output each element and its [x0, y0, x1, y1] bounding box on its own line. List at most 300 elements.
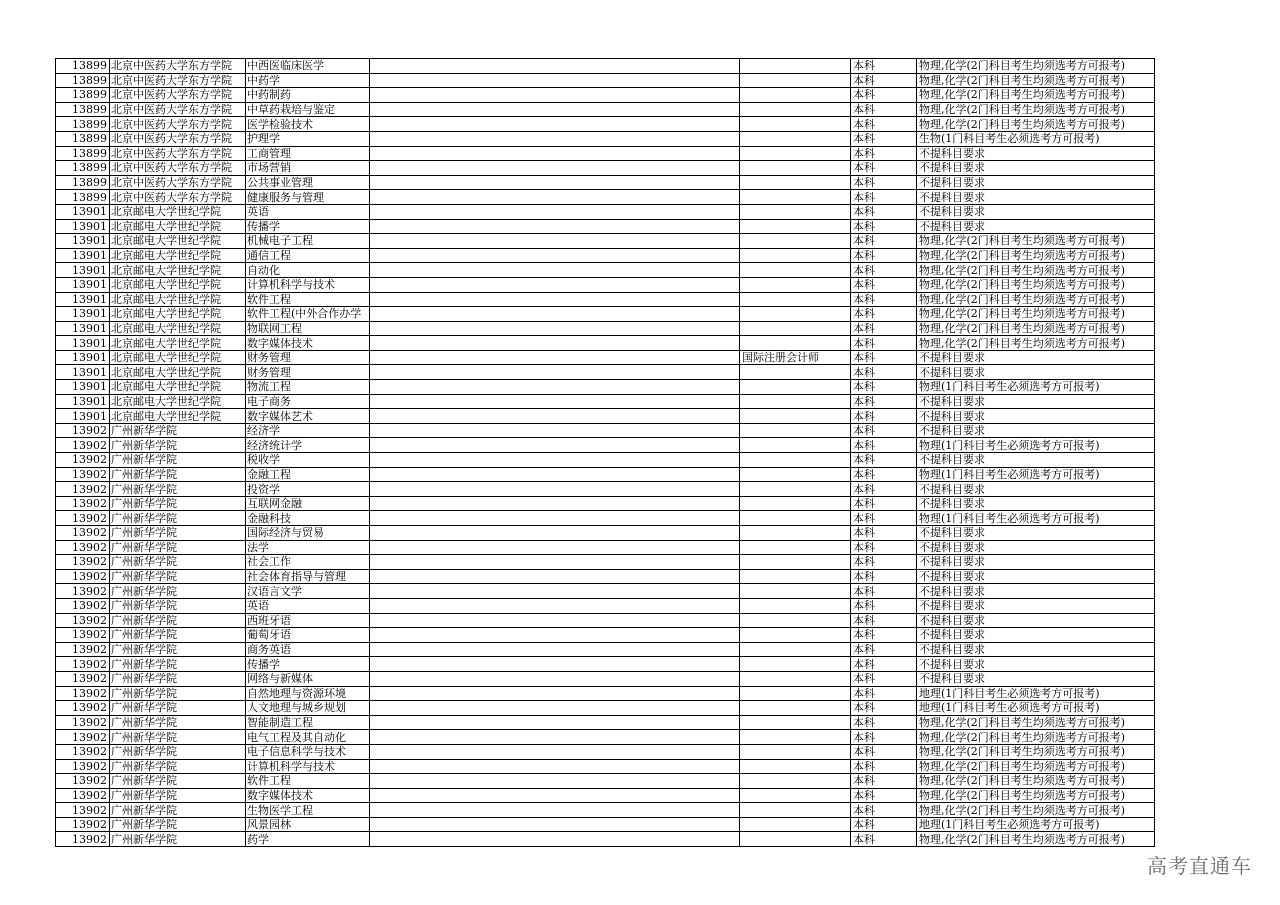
subject-requirement-cell: 物理,化学(2门科目考生均须选考方可报考) — [917, 803, 1155, 818]
level-cell: 本科 — [851, 190, 917, 205]
school-code-cell: 13899 — [56, 88, 110, 103]
subject-requirement-cell: 地理(1门科目考生必须选考方可报考) — [917, 701, 1155, 716]
school-code-cell: 13901 — [56, 409, 110, 424]
subject-requirement-cell: 生物(1门科目考生必须选考方可报考) — [917, 131, 1155, 146]
table-row — [56, 131, 1155, 146]
blank-cell — [370, 307, 740, 322]
blank-cell — [370, 453, 740, 468]
school-code-cell: 13902 — [56, 657, 110, 672]
table-row — [56, 613, 1155, 628]
blank-cell — [370, 715, 740, 730]
table-row — [56, 88, 1155, 103]
blank-cell — [370, 817, 740, 832]
blank-cell — [370, 423, 740, 438]
blank-cell — [370, 584, 740, 599]
blank-cell — [370, 175, 740, 190]
school-code-cell: 13902 — [56, 642, 110, 657]
subject-requirement-cell: 地理(1门科目考生必须选考方可报考) — [917, 817, 1155, 832]
level-cell: 本科 — [851, 292, 917, 307]
subject-requirement-cell: 物理(1门科目考生必须选考方可报考) — [917, 467, 1155, 482]
major-name-cell: 护理学 — [246, 131, 370, 146]
blank-cell — [370, 73, 740, 88]
table-row — [56, 628, 1155, 643]
school-code-cell: 13901 — [56, 277, 110, 292]
subject-requirement-cell: 物理(1门科目考生必须选考方可报考) — [917, 380, 1155, 395]
school-name-cell: 广州新华学院 — [110, 628, 246, 643]
school-code-cell: 13902 — [56, 526, 110, 541]
note-cell: 国际注册会计师 — [740, 350, 851, 365]
table-row — [56, 730, 1155, 745]
school-code-cell: 13902 — [56, 803, 110, 818]
blank-cell — [370, 555, 740, 570]
school-code-cell: 13902 — [56, 511, 110, 526]
blank-cell — [370, 204, 740, 219]
note-cell — [740, 73, 851, 88]
note-cell — [740, 131, 851, 146]
major-name-cell: 商务英语 — [246, 642, 370, 657]
school-code-cell: 13902 — [56, 759, 110, 774]
subject-requirement-cell: 物理,化学(2门科目考生均须选考方可报考) — [917, 88, 1155, 103]
blank-cell — [370, 511, 740, 526]
blank-cell — [370, 438, 740, 453]
school-code-cell: 13899 — [56, 175, 110, 190]
subject-requirement-cell: 物理,化学(2门科目考生均须选考方可报考) — [917, 788, 1155, 803]
level-cell: 本科 — [851, 671, 917, 686]
school-name-cell: 广州新华学院 — [110, 730, 246, 745]
blank-cell — [370, 598, 740, 613]
major-name-cell: 自然地理与资源环境 — [246, 686, 370, 701]
school-name-cell: 北京邮电大学世纪学院 — [110, 380, 246, 395]
table-row — [56, 774, 1155, 789]
subject-requirement-cell: 不提科目要求 — [917, 161, 1155, 176]
level-cell: 本科 — [851, 248, 917, 263]
table-row — [56, 380, 1155, 395]
school-name-cell: 广州新华学院 — [110, 569, 246, 584]
major-name-cell: 西班牙语 — [246, 613, 370, 628]
note-cell — [740, 365, 851, 380]
level-cell: 本科 — [851, 774, 917, 789]
school-code-cell: 13902 — [56, 671, 110, 686]
table-row — [56, 365, 1155, 380]
major-name-cell: 互联网金融 — [246, 496, 370, 511]
school-code-cell: 13899 — [56, 190, 110, 205]
major-name-cell: 网络与新媒体 — [246, 671, 370, 686]
school-code-cell: 13902 — [56, 584, 110, 599]
school-name-cell: 广州新华学院 — [110, 540, 246, 555]
blank-cell — [370, 642, 740, 657]
school-code-cell: 13901 — [56, 234, 110, 249]
note-cell — [740, 511, 851, 526]
note-cell — [740, 555, 851, 570]
school-name-cell: 广州新华学院 — [110, 438, 246, 453]
major-name-cell: 金融科技 — [246, 511, 370, 526]
level-cell: 本科 — [851, 59, 917, 74]
blank-cell — [370, 686, 740, 701]
school-name-cell: 北京中医药大学东方学院 — [110, 102, 246, 117]
note-cell — [740, 423, 851, 438]
subject-requirement-cell: 物理,化学(2门科目考生均须选考方可报考) — [917, 307, 1155, 322]
level-cell: 本科 — [851, 234, 917, 249]
note-cell — [740, 496, 851, 511]
blank-cell — [370, 701, 740, 716]
subject-requirement-cell: 不提科目要求 — [917, 496, 1155, 511]
major-name-cell: 医学检验技术 — [246, 117, 370, 132]
note-cell — [740, 146, 851, 161]
school-code-cell: 13902 — [56, 555, 110, 570]
school-name-cell: 广州新华学院 — [110, 482, 246, 497]
subject-requirement-cell: 物理,化学(2门科目考生均须选考方可报考) — [917, 759, 1155, 774]
level-cell: 本科 — [851, 263, 917, 278]
blank-cell — [370, 394, 740, 409]
major-name-cell: 工商管理 — [246, 146, 370, 161]
table-row — [56, 496, 1155, 511]
level-cell: 本科 — [851, 161, 917, 176]
note-cell — [740, 671, 851, 686]
major-name-cell: 金融工程 — [246, 467, 370, 482]
blank-cell — [370, 263, 740, 278]
table-row — [56, 219, 1155, 234]
level-cell: 本科 — [851, 526, 917, 541]
blank-cell — [370, 277, 740, 292]
school-code-cell: 13899 — [56, 146, 110, 161]
note-cell — [740, 59, 851, 74]
note-cell — [740, 744, 851, 759]
note-cell — [740, 263, 851, 278]
blank-cell — [370, 788, 740, 803]
major-name-cell: 计算机科学与技术 — [246, 759, 370, 774]
table-row — [56, 555, 1155, 570]
blank-cell — [370, 219, 740, 234]
subject-requirement-cell: 物理,化学(2门科目考生均须选考方可报考) — [917, 774, 1155, 789]
note-cell — [740, 540, 851, 555]
subject-requirement-cell: 物理,化学(2门科目考生均须选考方可报考) — [917, 277, 1155, 292]
table-row — [56, 482, 1155, 497]
school-name-cell: 广州新华学院 — [110, 832, 246, 847]
subject-requirement-cell: 不提科目要求 — [917, 365, 1155, 380]
major-name-cell: 中西医临床医学 — [246, 59, 370, 74]
school-name-cell: 北京中医药大学东方学院 — [110, 131, 246, 146]
school-code-cell: 13902 — [56, 598, 110, 613]
table-row — [56, 423, 1155, 438]
school-name-cell: 广州新华学院 — [110, 715, 246, 730]
note-cell — [740, 394, 851, 409]
table-row — [56, 161, 1155, 176]
major-name-cell: 中药学 — [246, 73, 370, 88]
blank-cell — [370, 482, 740, 497]
subject-requirement-cell: 不提科目要求 — [917, 146, 1155, 161]
level-cell: 本科 — [851, 569, 917, 584]
note-cell — [740, 832, 851, 847]
table-row — [56, 204, 1155, 219]
level-cell: 本科 — [851, 759, 917, 774]
level-cell: 本科 — [851, 613, 917, 628]
table-row — [56, 701, 1155, 716]
note-cell — [740, 453, 851, 468]
level-cell: 本科 — [851, 277, 917, 292]
school-code-cell: 13899 — [56, 73, 110, 88]
table-row — [56, 467, 1155, 482]
school-name-cell: 北京中医药大学东方学院 — [110, 117, 246, 132]
level-cell: 本科 — [851, 307, 917, 322]
subject-requirement-cell: 物理,化学(2门科目考生均须选考方可报考) — [917, 248, 1155, 263]
level-cell: 本科 — [851, 598, 917, 613]
blank-cell — [370, 350, 740, 365]
table-row — [56, 234, 1155, 249]
level-cell: 本科 — [851, 321, 917, 336]
school-code-cell: 13901 — [56, 204, 110, 219]
school-code-cell: 13901 — [56, 321, 110, 336]
note-cell — [740, 788, 851, 803]
table-row — [56, 307, 1155, 322]
major-name-cell: 人文地理与城乡规划 — [246, 701, 370, 716]
note-cell — [740, 307, 851, 322]
blank-cell — [370, 380, 740, 395]
blank-cell — [370, 803, 740, 818]
school-code-cell: 13901 — [56, 263, 110, 278]
table-row — [56, 102, 1155, 117]
note-cell — [740, 569, 851, 584]
school-code-cell: 13902 — [56, 788, 110, 803]
subject-requirement-cell: 不提科目要求 — [917, 204, 1155, 219]
school-code-cell: 13899 — [56, 131, 110, 146]
school-name-cell: 广州新华学院 — [110, 759, 246, 774]
blank-cell — [370, 336, 740, 351]
school-code-cell: 13899 — [56, 59, 110, 74]
level-cell: 本科 — [851, 380, 917, 395]
subject-requirement-cell: 不提科目要求 — [917, 394, 1155, 409]
school-code-cell: 13901 — [56, 394, 110, 409]
subject-requirement-cell: 物理,化学(2门科目考生均须选考方可报考) — [917, 832, 1155, 847]
subject-requirement-cell: 物理,化学(2门科目考生均须选考方可报考) — [917, 730, 1155, 745]
level-cell: 本科 — [851, 88, 917, 103]
table-row — [56, 117, 1155, 132]
school-name-cell: 北京邮电大学世纪学院 — [110, 292, 246, 307]
note-cell — [740, 613, 851, 628]
level-cell: 本科 — [851, 146, 917, 161]
subject-requirement-cell: 物理,化学(2门科目考生均须选考方可报考) — [917, 321, 1155, 336]
school-code-cell: 13901 — [56, 248, 110, 263]
school-name-cell: 广州新华学院 — [110, 642, 246, 657]
school-code-cell: 13899 — [56, 102, 110, 117]
level-cell: 本科 — [851, 409, 917, 424]
table-row — [56, 292, 1155, 307]
blank-cell — [370, 365, 740, 380]
note-cell — [740, 292, 851, 307]
blank-cell — [370, 117, 740, 132]
table-row — [56, 715, 1155, 730]
blank-cell — [370, 59, 740, 74]
level-cell: 本科 — [851, 715, 917, 730]
level-cell: 本科 — [851, 117, 917, 132]
table-row — [56, 803, 1155, 818]
level-cell: 本科 — [851, 336, 917, 351]
blank-cell — [370, 102, 740, 117]
table-row — [56, 598, 1155, 613]
table-row — [56, 569, 1155, 584]
subject-requirement-cell: 不提科目要求 — [917, 657, 1155, 672]
table-row — [56, 657, 1155, 672]
major-name-cell: 软件工程(中外合作办学 — [246, 307, 370, 322]
school-name-cell: 广州新华学院 — [110, 788, 246, 803]
level-cell: 本科 — [851, 788, 917, 803]
blank-cell — [370, 540, 740, 555]
major-name-cell: 生物医学工程 — [246, 803, 370, 818]
school-name-cell: 广州新华学院 — [110, 598, 246, 613]
school-name-cell: 广州新华学院 — [110, 496, 246, 511]
note-cell — [740, 803, 851, 818]
note-cell — [740, 117, 851, 132]
blank-cell — [370, 569, 740, 584]
major-name-cell: 社会工作 — [246, 555, 370, 570]
level-cell: 本科 — [851, 686, 917, 701]
school-name-cell: 北京邮电大学世纪学院 — [110, 336, 246, 351]
subject-requirement-cell: 不提科目要求 — [917, 613, 1155, 628]
subject-requirement-cell: 不提科目要求 — [917, 526, 1155, 541]
level-cell: 本科 — [851, 730, 917, 745]
note-cell — [740, 759, 851, 774]
note-cell — [740, 321, 851, 336]
level-cell: 本科 — [851, 496, 917, 511]
level-cell: 本科 — [851, 204, 917, 219]
school-name-cell: 广州新华学院 — [110, 511, 246, 526]
school-name-cell: 北京中医药大学东方学院 — [110, 190, 246, 205]
school-name-cell: 北京中医药大学东方学院 — [110, 73, 246, 88]
subject-requirement-cell: 不提科目要求 — [917, 190, 1155, 205]
school-name-cell: 广州新华学院 — [110, 467, 246, 482]
school-name-cell: 北京中医药大学东方学院 — [110, 175, 246, 190]
note-cell — [740, 336, 851, 351]
major-name-cell: 传播学 — [246, 657, 370, 672]
table-row — [56, 190, 1155, 205]
major-name-cell: 财务管理 — [246, 350, 370, 365]
note-cell — [740, 774, 851, 789]
subject-requirements-table — [55, 58, 1155, 847]
major-name-cell: 传播学 — [246, 219, 370, 234]
major-name-cell: 机械电子工程 — [246, 234, 370, 249]
major-name-cell: 市场营销 — [246, 161, 370, 176]
note-cell — [740, 482, 851, 497]
blank-cell — [370, 613, 740, 628]
school-name-cell: 北京邮电大学世纪学院 — [110, 248, 246, 263]
blank-cell — [370, 832, 740, 847]
table-row — [56, 336, 1155, 351]
blank-cell — [370, 409, 740, 424]
blank-cell — [370, 671, 740, 686]
subject-requirement-cell: 不提科目要求 — [917, 350, 1155, 365]
level-cell: 本科 — [851, 365, 917, 380]
subject-requirement-cell: 物理,化学(2门科目考生均须选考方可报考) — [917, 263, 1155, 278]
school-name-cell: 广州新华学院 — [110, 803, 246, 818]
blank-cell — [370, 744, 740, 759]
table-row — [56, 248, 1155, 263]
school-code-cell: 13902 — [56, 701, 110, 716]
school-name-cell: 广州新华学院 — [110, 453, 246, 468]
school-name-cell: 北京中医药大学东方学院 — [110, 88, 246, 103]
table-row — [56, 73, 1155, 88]
note-cell — [740, 642, 851, 657]
level-cell: 本科 — [851, 73, 917, 88]
major-name-cell: 软件工程 — [246, 774, 370, 789]
major-name-cell: 中药制药 — [246, 88, 370, 103]
note-cell — [740, 817, 851, 832]
school-code-cell: 13901 — [56, 380, 110, 395]
school-name-cell: 北京邮电大学世纪学院 — [110, 350, 246, 365]
subject-requirement-cell: 地理(1门科目考生必须选考方可报考) — [917, 686, 1155, 701]
major-name-cell: 物联网工程 — [246, 321, 370, 336]
note-cell — [740, 628, 851, 643]
level-cell: 本科 — [851, 511, 917, 526]
blank-cell — [370, 131, 740, 146]
note-cell — [740, 204, 851, 219]
major-name-cell: 投资学 — [246, 482, 370, 497]
major-name-cell: 社会体育指导与管理 — [246, 569, 370, 584]
school-code-cell: 13902 — [56, 715, 110, 730]
table-row — [56, 409, 1155, 424]
major-name-cell: 物流工程 — [246, 380, 370, 395]
blank-cell — [370, 628, 740, 643]
subject-requirement-cell: 物理,化学(2门科目考生均须选考方可报考) — [917, 117, 1155, 132]
major-name-cell: 智能制造工程 — [246, 715, 370, 730]
school-name-cell: 北京邮电大学世纪学院 — [110, 219, 246, 234]
table-row — [56, 59, 1155, 74]
school-name-cell: 北京中医药大学东方学院 — [110, 146, 246, 161]
table-row — [56, 277, 1155, 292]
level-cell: 本科 — [851, 584, 917, 599]
note-cell — [740, 161, 851, 176]
subject-requirement-cell: 不提科目要求 — [917, 423, 1155, 438]
blank-cell — [370, 496, 740, 511]
level-cell: 本科 — [851, 803, 917, 818]
note-cell — [740, 526, 851, 541]
major-name-cell: 计算机科学与技术 — [246, 277, 370, 292]
school-code-cell: 13899 — [56, 161, 110, 176]
subject-requirement-cell: 不提科目要求 — [917, 555, 1155, 570]
major-name-cell: 数字媒体技术 — [246, 788, 370, 803]
school-code-cell: 13902 — [56, 453, 110, 468]
subject-requirement-cell: 物理(1门科目考生必须选考方可报考) — [917, 511, 1155, 526]
major-name-cell: 法学 — [246, 540, 370, 555]
major-name-cell: 数字媒体技术 — [246, 336, 370, 351]
subject-requirement-cell: 不提科目要求 — [917, 671, 1155, 686]
major-name-cell: 汉语言文学 — [246, 584, 370, 599]
blank-cell — [370, 321, 740, 336]
blank-cell — [370, 526, 740, 541]
subject-requirement-cell: 物理,化学(2门科目考生均须选考方可报考) — [917, 744, 1155, 759]
school-code-cell: 13901 — [56, 350, 110, 365]
table-row — [56, 744, 1155, 759]
school-code-cell: 13901 — [56, 336, 110, 351]
subject-requirement-cell: 不提科目要求 — [917, 642, 1155, 657]
level-cell: 本科 — [851, 467, 917, 482]
major-name-cell: 英语 — [246, 204, 370, 219]
level-cell: 本科 — [851, 701, 917, 716]
note-cell — [740, 409, 851, 424]
note-cell — [740, 102, 851, 117]
major-name-cell: 数字媒体艺术 — [246, 409, 370, 424]
level-cell: 本科 — [851, 219, 917, 234]
school-code-cell: 13902 — [56, 438, 110, 453]
note-cell — [740, 234, 851, 249]
subject-requirement-cell: 物理,化学(2门科目考生均须选考方可报考) — [917, 73, 1155, 88]
school-code-cell: 13902 — [56, 423, 110, 438]
table-row — [56, 175, 1155, 190]
table-body — [56, 59, 1155, 847]
school-code-cell: 13902 — [56, 686, 110, 701]
school-name-cell: 北京邮电大学世纪学院 — [110, 277, 246, 292]
note-cell — [740, 657, 851, 672]
level-cell: 本科 — [851, 817, 917, 832]
level-cell: 本科 — [851, 744, 917, 759]
